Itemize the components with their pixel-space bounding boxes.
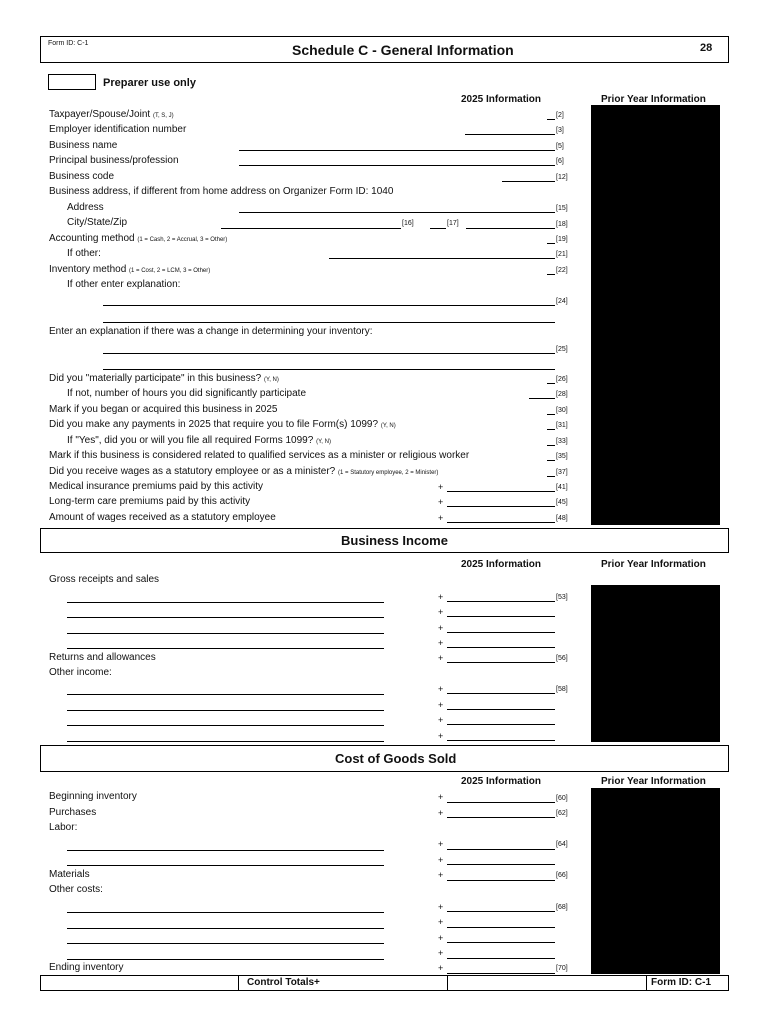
ref-45: [45] (556, 499, 568, 506)
business-name-input[interactable] (239, 150, 555, 151)
plus-sign: + (438, 700, 444, 710)
materials-label: Materials (49, 869, 90, 880)
plus-sign: + (438, 482, 444, 492)
ref-12: [12] (556, 174, 568, 181)
ref-28: [28] (556, 391, 568, 398)
current-year-header: 2025 Information (461, 559, 542, 570)
other-income-amount-4[interactable] (447, 740, 555, 741)
other-costs-label: Other costs: (49, 884, 103, 895)
other-costs-desc-3[interactable] (67, 943, 384, 944)
inventory-change-input[interactable] (103, 353, 555, 354)
plus-sign: + (438, 902, 444, 912)
plus-sign: + (438, 917, 444, 927)
plus-sign: + (438, 948, 444, 958)
footer-form-id: Form ID: C-1 (651, 977, 711, 988)
plus-sign: + (438, 684, 444, 694)
labor-desc-1[interactable] (67, 850, 384, 851)
payments-1099-input[interactable] (547, 429, 555, 430)
current-year-header: 2025 Information (461, 94, 542, 105)
ref-41: [41] (556, 484, 568, 491)
ltc-premiums-input[interactable] (447, 506, 555, 507)
other-costs-desc-2[interactable] (67, 928, 384, 929)
inventory-change-input-2[interactable] (103, 369, 555, 370)
other-income-desc-3[interactable] (67, 725, 384, 726)
ref-6: [6] (556, 158, 564, 165)
ein-input[interactable] (465, 134, 555, 135)
ref-62: [62] (556, 810, 568, 817)
gross-amount-4[interactable] (447, 647, 555, 648)
ref-68: [68] (556, 904, 568, 911)
gross-desc-3[interactable] (67, 633, 384, 634)
if-other-input[interactable] (329, 258, 555, 259)
prior-year-column-income (591, 585, 720, 742)
if-other-label: If other: (67, 248, 101, 259)
other-costs-amount-2[interactable] (447, 927, 555, 928)
gross-amount-2[interactable] (447, 616, 555, 617)
began-business-label: Mark if you began or acquired this business in 2025 (49, 404, 278, 415)
address-input[interactable] (239, 212, 555, 213)
plus-sign: + (438, 497, 444, 507)
ending-inventory-label: Ending inventory (49, 962, 124, 973)
plus-sign: + (438, 839, 444, 849)
inventory-explanation-input[interactable] (103, 305, 555, 306)
file-1099-label: If "Yes", did you or will you file all required Forms 1099? (Y, N) (67, 435, 331, 446)
ref-64: [64] (556, 841, 568, 848)
plus-sign: + (438, 715, 444, 725)
ref-70: [70] (556, 965, 568, 972)
cogs-title: Cost of Goods Sold (335, 751, 457, 766)
business-address-heading: Business address, if different from home address on Organizer Form ID: 1040 (49, 186, 394, 197)
ending-inventory-input[interactable] (447, 973, 555, 974)
inventory-change-label: Enter an explanation if there was a change in determining your inventory: (49, 326, 373, 337)
plus-sign: + (438, 607, 444, 617)
state-input[interactable] (430, 228, 446, 229)
began-business-input[interactable] (547, 414, 555, 415)
material-participation-label: Did you "materially participate" in this business? (Y, N) (49, 373, 279, 384)
purchases-label: Purchases (49, 807, 97, 818)
prior-year-header: Prior Year Information (601, 559, 706, 570)
labor-desc-2[interactable] (67, 865, 384, 866)
page-title: Schedule C - General Information (292, 42, 514, 58)
preparer-label: Preparer use only (103, 77, 196, 89)
current-year-header: 2025 Information (461, 776, 542, 787)
ref-56: [56] (556, 655, 568, 662)
other-costs-amount-1[interactable] (447, 911, 555, 912)
returns-label: Returns and allowances (49, 652, 156, 663)
ref-5: [5] (556, 143, 564, 150)
plus-sign: + (438, 731, 444, 741)
ref-24: [24] (556, 298, 568, 305)
business-name-label: Business name (49, 140, 118, 151)
labor-amount-1[interactable] (447, 849, 555, 850)
ref-30: [30] (556, 407, 568, 414)
ref-48: [48] (556, 515, 568, 522)
ref-17: [17] (447, 220, 459, 227)
city-state-zip-label: City/State/Zip (67, 217, 128, 228)
plus-sign: + (438, 513, 444, 523)
ref-22: [22] (556, 267, 568, 274)
ref-16: [16] (402, 220, 414, 227)
ref-37: [37] (556, 469, 568, 476)
inventory-explanation-input-2[interactable] (103, 322, 555, 323)
control-totals-label: Control Totals+ (247, 977, 320, 988)
plus-sign: + (438, 623, 444, 633)
ltc-premiums-label: Long-term care premiums paid by this activity (49, 496, 251, 507)
gross-receipts-label: Gross receipts and sales (49, 574, 160, 585)
accounting-method-label: Accounting method (1 = Cash, 2 = Accrual, 3 = Other) (49, 233, 228, 244)
page-number: 28 (700, 42, 713, 54)
preparer-checkbox[interactable] (48, 74, 96, 90)
zip-input[interactable] (466, 228, 555, 229)
materials-input[interactable] (447, 880, 555, 881)
other-costs-desc-4[interactable] (67, 959, 384, 960)
medical-premiums-label: Medical insurance premiums paid by this activity (49, 481, 263, 492)
gross-desc-1[interactable] (67, 602, 384, 603)
ref-66: [66] (556, 872, 568, 879)
beginning-inventory-input[interactable] (447, 802, 555, 803)
participation-hours-label: If not, number of hours you did significantly participate (67, 388, 307, 399)
business-income-title: Business Income (341, 533, 448, 548)
business-code-label: Business code (49, 171, 115, 182)
plus-sign: + (438, 592, 444, 602)
qualified-services-input[interactable] (547, 460, 555, 461)
ref-15: [15] (556, 205, 568, 212)
ein-label: Employer identification number (49, 124, 187, 135)
prior-year-header: Prior Year Information (601, 776, 706, 787)
labor-label: Labor: (49, 822, 78, 833)
gross-desc-2[interactable] (67, 617, 384, 618)
other-income-desc-2[interactable] (67, 710, 384, 711)
other-income-desc-4[interactable] (67, 741, 384, 742)
statutory-wages-input[interactable] (447, 522, 555, 523)
labor-amount-2[interactable] (447, 864, 555, 865)
taxpayer-input[interactable] (547, 119, 555, 120)
ref-33: [33] (556, 438, 568, 445)
principal-business-input[interactable] (239, 165, 555, 166)
other-income-amount-2[interactable] (447, 709, 555, 710)
plus-sign: + (438, 653, 444, 663)
form-id-small: Form ID: C-1 (48, 40, 89, 47)
beginning-inventory-label: Beginning inventory (49, 791, 137, 802)
gross-amount-3[interactable] (447, 632, 555, 633)
footer-divider-2 (447, 975, 448, 991)
inventory-method-label: Inventory method (1 = Cost, 2 = LCM, 3 = Other) (49, 264, 211, 275)
participation-hours-input[interactable] (529, 398, 555, 399)
prior-year-header: Prior Year Information (601, 94, 706, 105)
gross-desc-4[interactable] (67, 648, 384, 649)
prior-year-column-cogs (591, 788, 720, 974)
returns-input[interactable] (447, 662, 555, 663)
plus-sign: + (438, 792, 444, 802)
ref-19: [19] (556, 236, 568, 243)
ref-31: [31] (556, 422, 568, 429)
file-1099-input[interactable] (547, 445, 555, 446)
ref-25: [25] (556, 346, 568, 353)
plus-sign: + (438, 808, 444, 818)
plus-sign: + (438, 855, 444, 865)
other-income-desc-1[interactable] (67, 694, 384, 695)
ref-60: [60] (556, 795, 568, 802)
principal-business-label: Principal business/profession (49, 155, 179, 166)
statutory-wages-label: Amount of wages received as a statutory employee (49, 512, 276, 523)
plus-sign: + (438, 933, 444, 943)
footer-bar (40, 975, 729, 991)
qualified-services-label: Mark if this business is considered related to qualified services as a minister or religious worker (49, 450, 470, 461)
purchases-input[interactable] (447, 817, 555, 818)
ref-3: [3] (556, 127, 564, 134)
statutory-employee-label: Did you receive wages as a statutory employee or as a minister? (1 = Statutory employee, 2 = Minister) (49, 466, 439, 477)
plus-sign: + (438, 638, 444, 648)
other-costs-desc-1[interactable] (67, 912, 384, 913)
ref-18: [18] (556, 221, 568, 228)
other-income-amount-3[interactable] (447, 724, 555, 725)
inventory-method-input[interactable] (547, 274, 555, 275)
prior-year-column-general (591, 105, 720, 525)
footer-divider-1 (238, 975, 239, 991)
other-costs-amount-4[interactable] (447, 958, 555, 959)
other-income-label: Other income: (49, 667, 112, 678)
plus-sign: + (438, 870, 444, 880)
material-participation-input[interactable] (547, 383, 555, 384)
ref-26: [26] (556, 376, 568, 383)
taxpayer-label: Taxpayer/Spouse/Joint (T, S, J) (49, 109, 174, 120)
statutory-employee-input[interactable] (547, 476, 555, 477)
accounting-method-input[interactable] (547, 243, 555, 244)
inventory-explanation-label: If other enter explanation: (67, 279, 181, 290)
address-label: Address (67, 202, 104, 213)
other-income-amount-1[interactable] (447, 693, 555, 694)
gross-amount-1[interactable] (447, 601, 555, 602)
medical-premiums-input[interactable] (447, 491, 555, 492)
city-input[interactable] (221, 228, 401, 229)
footer-divider-3 (646, 975, 647, 991)
payments-1099-label: Did you make any payments in 2025 that require you to file Form(s) 1099? (Y, N) (49, 419, 396, 430)
ref-21: [21] (556, 251, 568, 258)
ref-58: [58] (556, 686, 568, 693)
ref-53: [53] (556, 594, 568, 601)
ref-35: [35] (556, 453, 568, 460)
business-code-input[interactable] (502, 181, 555, 182)
other-costs-amount-3[interactable] (447, 942, 555, 943)
ref-2: [2] (556, 112, 564, 119)
plus-sign: + (438, 963, 444, 973)
